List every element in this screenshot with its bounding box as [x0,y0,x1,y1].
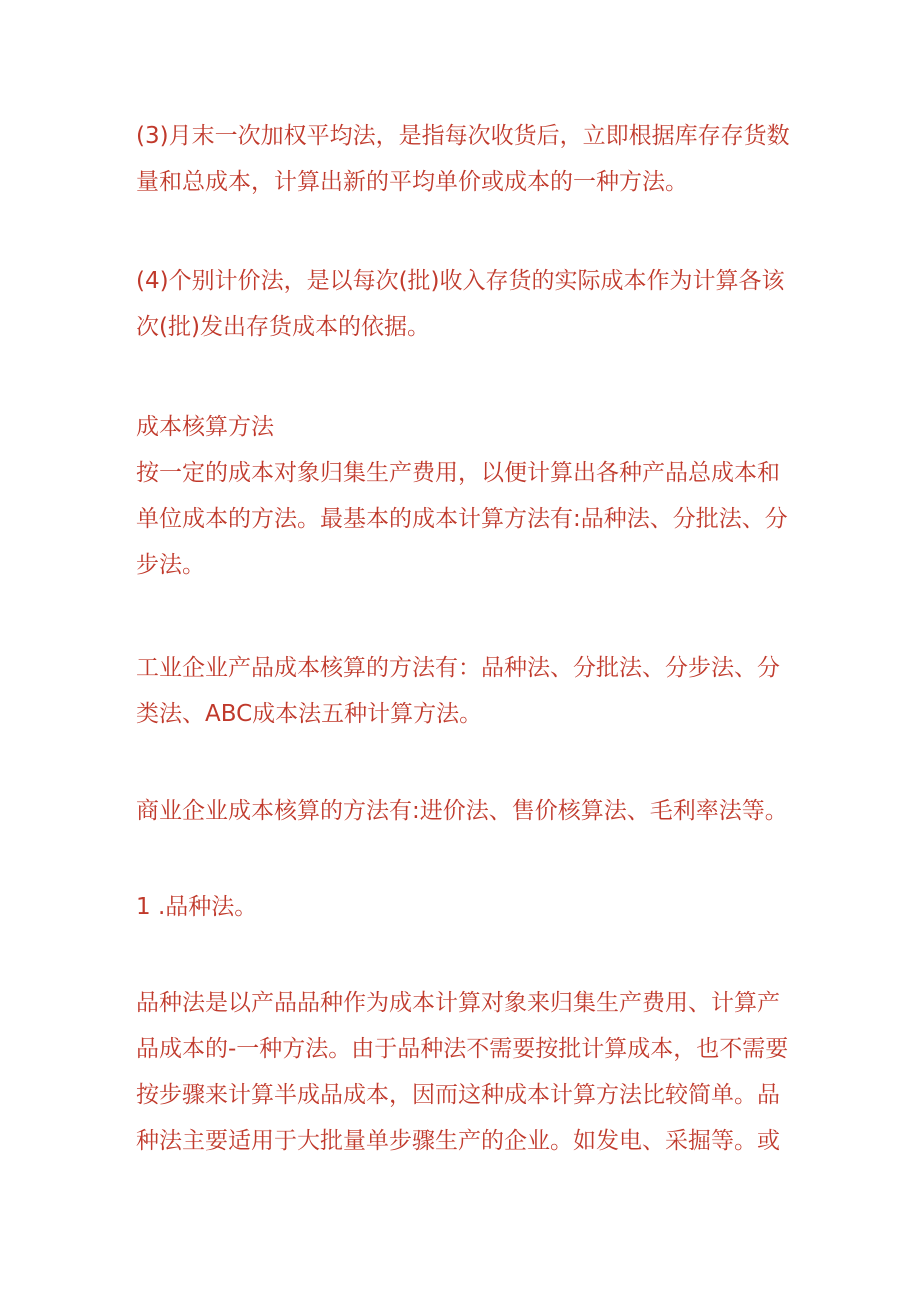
paragraph-weighted-average [136,113,796,205]
paragraph-item-one-heading [136,884,796,930]
section-heading: 成本核算方法 [136,414,274,440]
paragraph-product-method [136,980,796,1164]
text-line: 按步骤来计算半成品成本，因而这种成本计算方法比较简单。品 [136,1082,780,1108]
numbered-heading: 1 .品种法。 [136,894,258,920]
text-line: 品种法是以产品品种作为成本计算对象来归集生产费用、计算产 [136,990,780,1016]
text-line: 种法主要适用于大批量单步骤生产的企业。如发电、采掘等。或 [136,1128,780,1154]
text-line: 按一定的成本对象归集生产费用，以便计算出各种产品总成本和 [136,460,780,486]
text-line: 类法、ABC成本法五种计算方法。 [136,701,483,727]
paragraph-commercial-methods [136,788,796,834]
text-line: 步法。 [136,552,205,578]
paragraph-specific-identification [136,258,796,350]
text-line: 工业企业产品成本核算的方法有：品种法、分批法、分步法、分 [136,655,780,681]
text-line: 单位成本的方法。最基本的成本计算方法有:品种法、分批法、分 [136,506,788,532]
text-line: (4)个别计价法，是以每次(批)收入存货的实际成本作为计算各该 [136,268,785,294]
text-line: 品成本的-一种方法。由于品种法不需要按批计算成本，也不需要 [136,1036,789,1062]
paragraph-industrial-methods [136,645,796,737]
text-line: 次(批)发出存货成本的依据。 [136,314,430,340]
text-line: 商业企业成本核算的方法有:进价法、售价核算法、毛利率法等。 [136,798,788,824]
paragraph-cost-accounting-methods [136,404,796,588]
text-line: 量和总成本，计算出新的平均单价或成本的一种方法。 [136,169,688,195]
text-line: (3)月末一次加权平均法，是指每次收货后，立即根据库存存货数 [136,123,790,149]
